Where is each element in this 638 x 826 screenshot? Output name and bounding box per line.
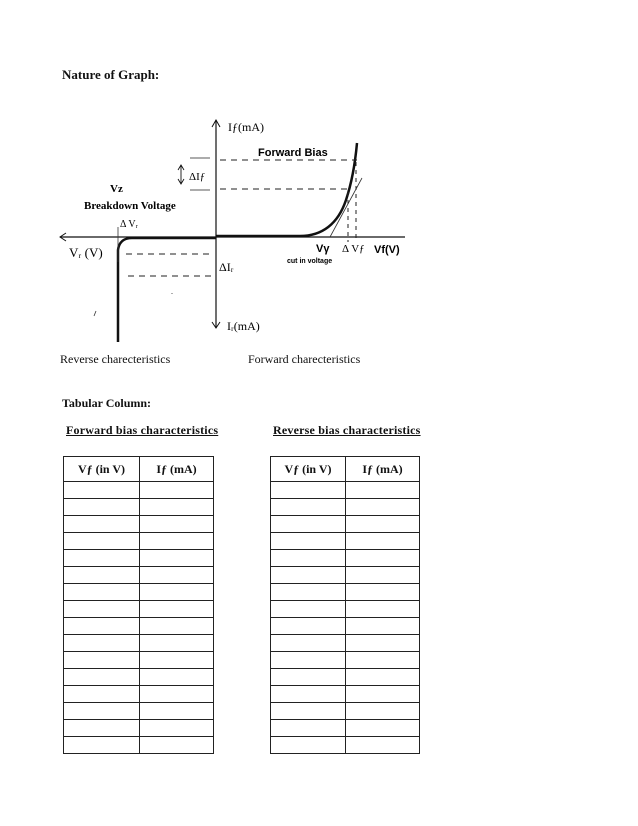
table-cell xyxy=(64,533,140,550)
y-top-label: Iƒ(mA) xyxy=(228,120,264,134)
table-cell xyxy=(346,635,420,652)
forward-bias-table xyxy=(63,456,214,754)
reverse-table-title: Reverse bias characteristics xyxy=(273,423,421,437)
table-cell xyxy=(140,482,214,499)
delta-vr-label: Δ Vᵣ xyxy=(120,219,138,230)
table-cell xyxy=(271,516,346,533)
delta-ir-label: ΔIᵣ xyxy=(219,260,234,274)
table-cell xyxy=(271,601,346,618)
table-cell xyxy=(346,737,420,754)
table-row xyxy=(271,652,420,669)
table-row xyxy=(271,601,420,618)
table-cell xyxy=(271,584,346,601)
table-cell xyxy=(64,720,140,737)
cut-in-voltage-label: cut in voltage xyxy=(287,258,333,265)
table-row xyxy=(64,635,214,652)
table-cell xyxy=(64,567,140,584)
table-row xyxy=(271,720,420,737)
table-cell xyxy=(271,669,346,686)
table-cell xyxy=(64,635,140,652)
table-cell xyxy=(140,618,214,635)
table-cell xyxy=(140,516,214,533)
table-cell xyxy=(346,601,420,618)
table-cell xyxy=(271,482,346,499)
diode-characteristics-graph xyxy=(0,0,638,345)
table-row xyxy=(64,482,214,499)
table-row xyxy=(271,482,420,499)
table-row xyxy=(271,516,420,533)
table-cell xyxy=(140,669,214,686)
if-column-header: Iƒ (mA) xyxy=(140,457,214,482)
table-cell xyxy=(64,652,140,669)
table-cell xyxy=(140,686,214,703)
table-cell xyxy=(64,618,140,635)
table-cell xyxy=(64,703,140,720)
table-cell xyxy=(140,703,214,720)
table-cell xyxy=(346,533,420,550)
table-header-row xyxy=(271,457,420,482)
y-bottom-label: Iᵣ(mA) xyxy=(227,319,260,333)
table-cell xyxy=(271,703,346,720)
table-row xyxy=(271,567,420,584)
table-cell xyxy=(346,720,420,737)
table-cell xyxy=(64,482,140,499)
table-cell xyxy=(140,652,214,669)
table-row xyxy=(64,533,214,550)
table-cell xyxy=(64,737,140,754)
table-row xyxy=(64,703,214,720)
table-cell xyxy=(346,652,420,669)
if-column-header: Iƒ (mA) xyxy=(346,457,420,482)
table-cell xyxy=(140,550,214,567)
table-row xyxy=(64,652,214,669)
table-row xyxy=(64,669,214,686)
table-cell xyxy=(64,516,140,533)
table-row xyxy=(64,584,214,601)
table-cell xyxy=(271,618,346,635)
table-row xyxy=(271,550,420,567)
table-cell xyxy=(140,737,214,754)
table-row xyxy=(271,737,420,754)
table-cell xyxy=(346,584,420,601)
table-row xyxy=(64,550,214,567)
forward-bias-label: Forward Bias xyxy=(258,147,328,159)
table-cell xyxy=(346,669,420,686)
delta-vf-label: Δ Vƒ xyxy=(342,243,365,255)
table-cell xyxy=(271,737,346,754)
table-cell xyxy=(64,686,140,703)
vz-label: Vz xyxy=(110,183,123,195)
table-cell xyxy=(346,703,420,720)
table-cell xyxy=(64,499,140,516)
table-cell xyxy=(140,601,214,618)
table-cell xyxy=(271,533,346,550)
table-row xyxy=(64,601,214,618)
section-title: Nature of Graph: xyxy=(62,67,160,82)
stray-mark xyxy=(94,311,96,316)
table-cell xyxy=(346,686,420,703)
reverse-curve xyxy=(118,238,216,342)
table-row xyxy=(271,635,420,652)
table-cell xyxy=(346,482,420,499)
table-row xyxy=(271,499,420,516)
table-cell xyxy=(271,652,346,669)
table-row xyxy=(271,618,420,635)
reverse-bias-table xyxy=(270,456,420,754)
table-cell xyxy=(140,567,214,584)
table-row xyxy=(64,499,214,516)
table-cell xyxy=(64,669,140,686)
table-row xyxy=(271,703,420,720)
forward-table-title: Forward bias characteristics xyxy=(66,423,219,437)
table-row xyxy=(271,669,420,686)
table-row xyxy=(64,686,214,703)
breakdown-label: Breakdown Voltage xyxy=(84,200,176,212)
v-gamma-label: Vγ xyxy=(316,243,330,255)
table-row xyxy=(64,567,214,584)
table-cell xyxy=(140,635,214,652)
reverse-caption: Reverse charecteristics xyxy=(60,352,171,366)
table-row xyxy=(271,533,420,550)
table-cell xyxy=(64,550,140,567)
forward-tangent-line xyxy=(330,178,362,237)
table-cell xyxy=(271,499,346,516)
table-cell xyxy=(140,584,214,601)
forward-table-body xyxy=(64,482,214,754)
table-cell xyxy=(346,618,420,635)
table-cell xyxy=(271,567,346,584)
table-cell xyxy=(140,533,214,550)
table-cell xyxy=(271,550,346,567)
table-cell xyxy=(346,550,420,567)
vf-column-header: Vƒ (in V) xyxy=(64,457,140,482)
tabular-title: Tabular Column: xyxy=(62,396,152,410)
table-cell xyxy=(271,720,346,737)
table-cell xyxy=(64,584,140,601)
table-cell xyxy=(346,567,420,584)
table-row xyxy=(64,618,214,635)
table-row xyxy=(64,737,214,754)
table-row xyxy=(271,584,420,601)
table-cell xyxy=(140,499,214,516)
table-cell xyxy=(271,635,346,652)
table-row xyxy=(64,720,214,737)
table-cell xyxy=(271,686,346,703)
table-row xyxy=(271,686,420,703)
table-cell xyxy=(140,720,214,737)
vr-axis-label: Vᵣ (V) xyxy=(69,245,103,260)
vf-axis-label: Vf(V) xyxy=(374,244,400,256)
table-cell xyxy=(346,499,420,516)
table-cell xyxy=(64,601,140,618)
table-row xyxy=(64,516,214,533)
table-header-row xyxy=(64,457,214,482)
vf-column-header: Vƒ (in V) xyxy=(271,457,346,482)
table-cell xyxy=(346,516,420,533)
delta-if-label: ΔIƒ xyxy=(189,171,206,183)
reverse-table-body xyxy=(271,482,420,754)
forward-caption: Forward charecteristics xyxy=(248,352,361,366)
